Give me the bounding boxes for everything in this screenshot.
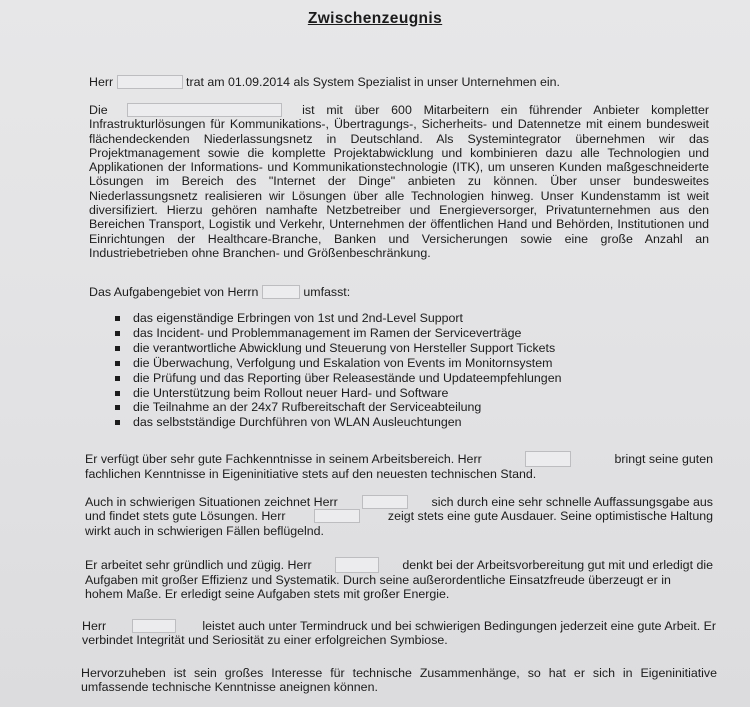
pressure-paragraph xyxy=(82,619,716,648)
situations-text-c: und findet stets gute Lösungen. Herr xyxy=(85,509,286,524)
task-item: das Incident- und Problemmanagement im Ramen der Serviceverträge xyxy=(115,326,561,341)
work-text-c: Aufgaben mit großer Effizienz und Systematik. Durch seine außerordentliche Einsatzfreude überzeugt er in xyxy=(85,573,671,587)
interest-text-a: Hervorzuheben ist sein großes Interesse für technische Zusammenhänge, so hat er sich in Eigeninitiative xyxy=(81,666,717,680)
company-paragraph xyxy=(89,103,709,260)
task-list xyxy=(115,311,561,430)
situations-text-a: Auch in schwierigen Situationen zeichnet Herr xyxy=(85,495,338,509)
pressure-text-a: Herr xyxy=(82,619,107,633)
knowledge-paragraph xyxy=(85,451,713,481)
redacted-name xyxy=(335,557,379,573)
task-item: das eigenständige Erbringen von 1st und 2nd-Level Support xyxy=(115,311,561,326)
knowledge-text-c: fachlichen Kenntnisse in Eigeninitiative stets auf den neuesten technischen Stand. xyxy=(85,467,537,481)
intro-paragraph xyxy=(89,75,629,89)
intro-lead: Herr xyxy=(89,75,114,89)
document-title: Zwischenzeugnis xyxy=(307,10,443,27)
knowledge-text-a: Er verfügt über sehr gute Fachkenntnisse in seinem Arbeitsbereich. Herr xyxy=(85,451,482,466)
work-text-d: hohem Maße. Er erledigt seine Aufgaben stets mit großer Energie. xyxy=(85,587,450,602)
pressure-text-b: leistet auch unter Termindruck und bei schwierigen Bedingungen jederzeit eine gute Arbeit. Er xyxy=(202,619,716,633)
redacted-name xyxy=(117,75,183,89)
work-paragraph xyxy=(85,557,713,602)
task-item: die Unterstützung beim Rollout neuer Hard- und Software xyxy=(115,386,561,401)
interest-paragraph xyxy=(81,666,717,695)
knowledge-text-b: bringt seine guten xyxy=(614,451,713,466)
company-lead: Die xyxy=(89,103,108,117)
situations-paragraph xyxy=(85,495,713,538)
task-item: die verantwortliche Abwicklung und Steuerung von Hersteller Support Tickets xyxy=(115,341,561,356)
redacted-name xyxy=(362,495,408,509)
tasks-heading xyxy=(89,285,589,299)
task-item: die Überwachung, Verfolgung und Eskalation von Events im Monitornsystem xyxy=(115,356,561,371)
situations-text-e: wirkt auch in schwierigen Fällen beflügelnd. xyxy=(85,523,324,538)
tasks-lead: Das Aufgabengebiet von Herrn xyxy=(89,285,259,299)
situations-text-b: sich durch eine sehr schnelle Auffassungsgabe aus xyxy=(431,495,713,509)
situations-text-d: zeigt stets eine gute Ausdauer. Seine optimistische Haltung xyxy=(387,509,713,524)
company-after-redaction: ist mit über 600 Mitarbeitern ein führender Anbieter kompletter xyxy=(302,103,709,117)
redacted-name xyxy=(525,451,571,467)
task-item: die Prüfung und das Reporting über Releasestände und Updateempfehlungen xyxy=(115,371,561,386)
redacted-name xyxy=(132,619,176,633)
work-text-a: Er arbeitet sehr gründlich und zügig. Herr xyxy=(85,557,312,572)
tasks-tail: umfasst: xyxy=(303,285,351,299)
company-body: Infrastrukturlösungen für Kommunikations-, Übertragungs-, Sicherheits- und Datennetze mit einem bundesweit flächendeckenden Niederlassungsnetz in Deutschland. Als Systemintegrator übernehmen wir das Projektmanagement sowie die komplette Projektabwicklung und kombinieren dazu alle Technologien und Applikationen der Informations- und Kommunikationstechnologie (ITK), um unseren Kunden maßgeschneiderte Lösungen im Bereich des "Internet der Dinge" anbieten zu können. Über unser bundesweites Niederlassungsnetz realisieren wir Lösungen über alle Technologien hinweg. Unser Kundenstamm ist weit diversifiziert. Hierzu gehören namhafte Netzbetreiber und Energieversorger, Privatunternehmen aus den Bereichen Transport, Logistik und Verkehr, Unternehmen der öffentlichen Hand und Behörden, Institutionen und Einrichtungen der Healthcare-Branche, Banken und Versicherungen sowie eine große Anzahl an Industriebetrieben ohne Branchen- und Größenbeschränkung. xyxy=(89,117,709,260)
redacted-company xyxy=(127,103,282,117)
interest-text-b: umfassende technische Kenntnisse aneignen können. xyxy=(81,680,378,695)
redacted-name xyxy=(262,285,300,299)
intro-text: trat am 01.09.2014 als System Spezialist in unser Unternehmen ein. xyxy=(186,75,560,89)
work-text-b: denkt bei der Arbeitsvorbereitung gut mit und erledigt die xyxy=(402,557,713,572)
task-item: das selbstständige Durchführen von WLAN Ausleuchtungen xyxy=(115,415,561,430)
pressure-text-c: verbindet Integrität und Seriosität zu einer erfolgreichen Symbiose. xyxy=(82,633,448,648)
task-item: die Teilnahme an der 24x7 Rufbereitschaft der Serviceabteilung xyxy=(115,400,561,415)
redacted-name xyxy=(314,509,360,523)
